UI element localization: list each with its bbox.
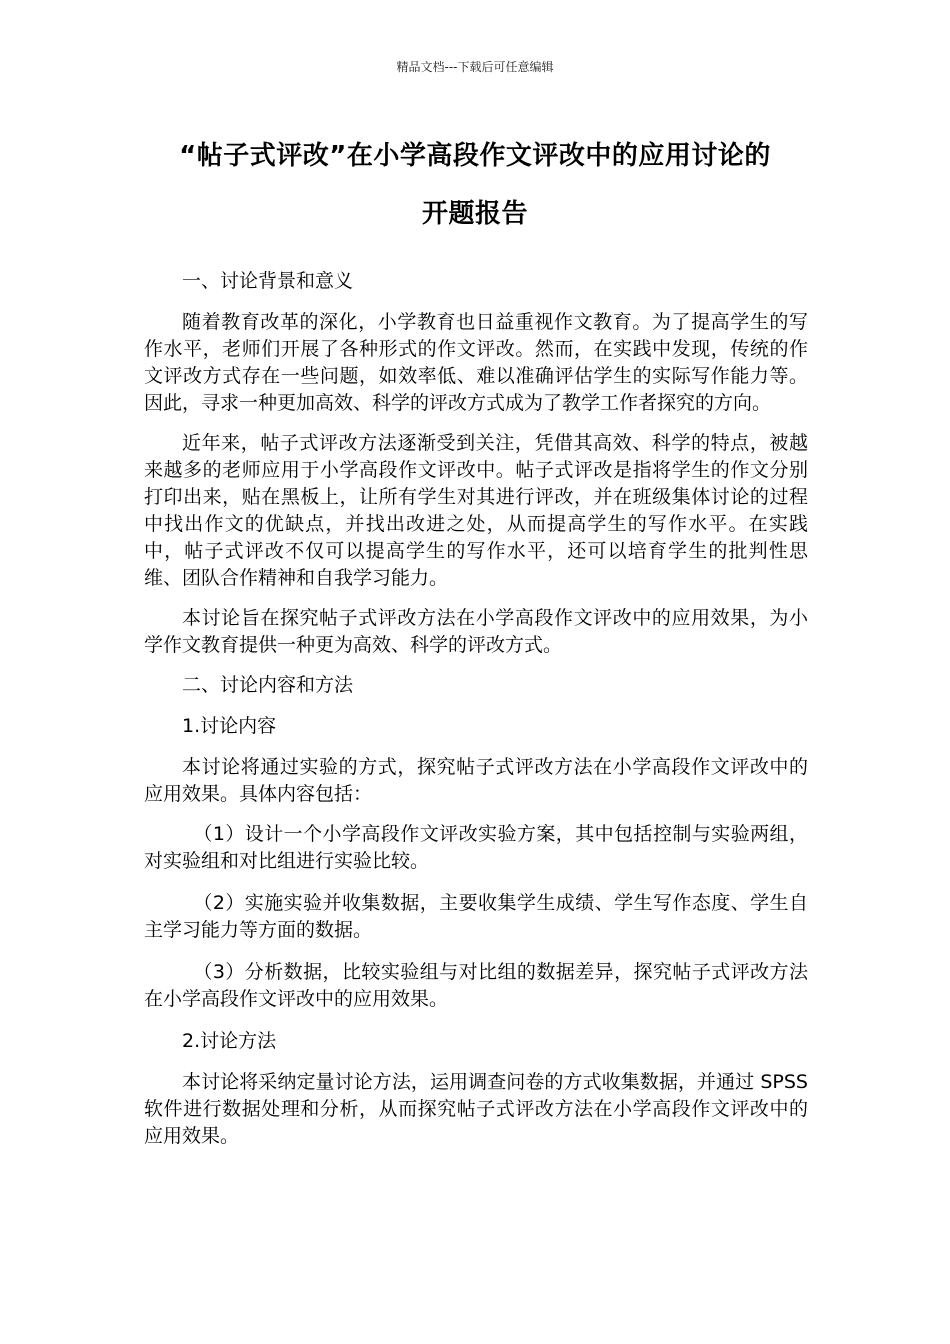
- list-item-3: （3）分析数据，比较实验组与对比组的数据差异，探究帖子式评改方法在小学高段作文评改中的应用效果。: [144, 961, 808, 1010]
- document-title-line-1: “帖子式评改”在小学高段作文评改中的应用讨论的: [179, 141, 771, 171]
- section-2-paragraph-1: 本讨论将通过实验的方式，探究帖子式评改方法在小学高段作文评改中的应用效果。具体内容包括：: [144, 756, 808, 805]
- section-2-subheading-1: 1.讨论内容: [182, 715, 277, 737]
- list-item-2: （2）实施实验并收集数据，主要收集学生成绩、学生写作态度、学生自主学习能力等方面的数据。: [144, 892, 808, 941]
- header-note: 精品文档---下载后可任意编辑: [396, 60, 554, 74]
- section-2-heading: 二、讨论内容和方法: [182, 674, 354, 696]
- section-1-heading: 一、讨论背景和意义: [182, 270, 354, 292]
- document-title-line-2: 开题报告: [421, 199, 528, 229]
- section-2-subheading-2: 2.讨论方法: [182, 1030, 277, 1052]
- section-1-paragraph-2: 近年来，帖子式评改方法逐渐受到关注，凭借其高效、科学的特点，被越来越多的老师应用于小学高段作文评改中。帖子式评改是指将学生的作文分别打印出来，贴在黑板上，让所有学生对其进行评改，并在班级集体讨论的过程中找出作文的优缺点，并找出改进之处，从而提高学生的写作水平。在实践中，帖子式评改不仅可以提高学生的写作水平，还可以培育学生的批判性思维、团队合作精神和自我学习能力。: [144, 432, 808, 589]
- document-body: [144, 268, 808, 1163]
- list-item-1: （1）设计一个小学高段作文评改实验方案，其中包括控制与实验两组，对实验组和对比组进行实验比较。: [144, 823, 808, 872]
- section-1-paragraph-1: 随着教育改革的深化，小学教育也日益重视作文教育。为了提高学生的写作水平，老师们开展了各种形式的作文评改。然而，在实践中发现，传统的作文评改方式存在一些问题，如效率低、难以准确评估学生的实际写作能力等。因此，寻求一种更加高效、科学的评改方式成为了教学工作者探究的方向。: [144, 311, 808, 414]
- section-2-paragraph-2: 本讨论将采纳定量讨论方法，运用调查问卷的方式收集数据，并通过 SPSS 软件进行数据处理和分析，从而探究帖子式评改方法在小学高段作文评改中的应用效果。: [144, 1071, 808, 1147]
- section-1-paragraph-3: 本讨论旨在探究帖子式评改方法在小学高段作文评改中的应用效果，为小学作文教育提供一种更为高效、科学的评改方式。: [144, 607, 808, 656]
